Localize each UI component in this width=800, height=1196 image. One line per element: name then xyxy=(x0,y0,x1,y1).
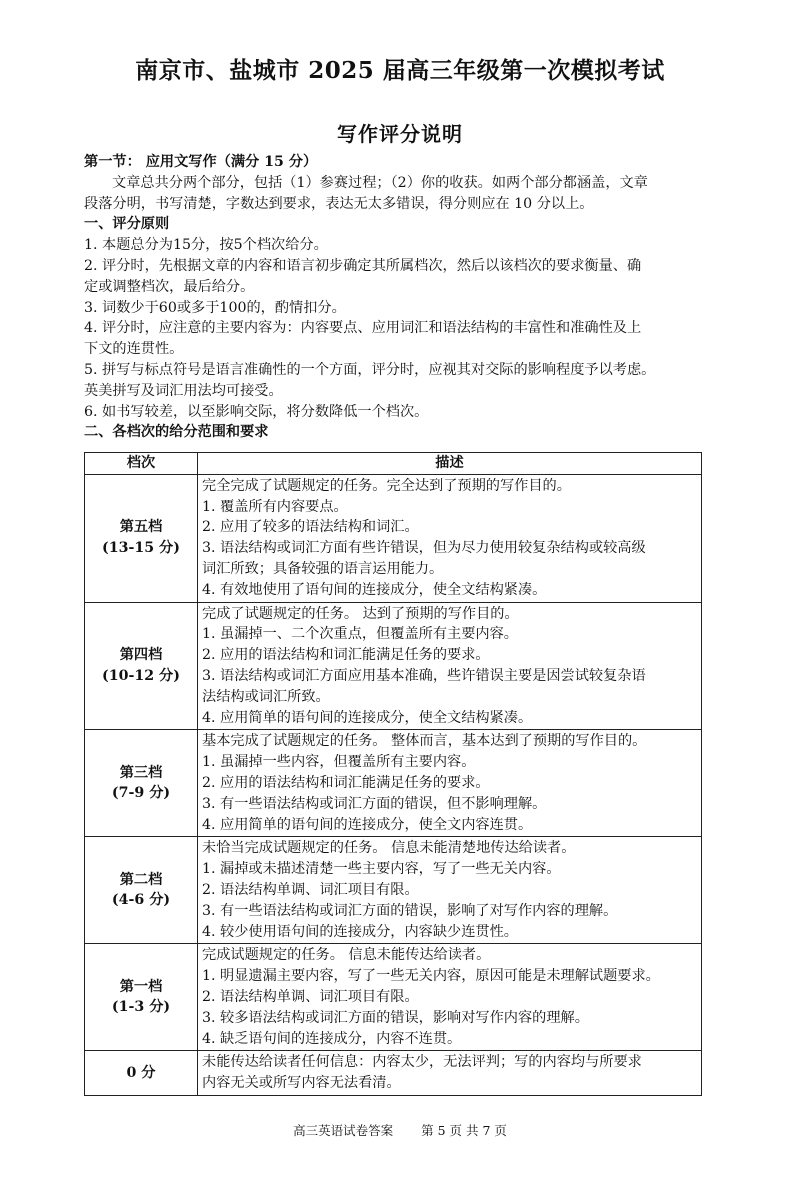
level-range: (1-3 分) xyxy=(111,999,171,1016)
description-line: 1. 漏掉或未描述清楚一些主要内容，写了一些无关内容。 xyxy=(202,861,561,878)
description-line: 完成了试题规定的任务。 达到了预期的写作目的。 xyxy=(202,605,519,622)
description-cell xyxy=(198,944,702,1051)
level-range: (13-15 分) xyxy=(102,540,180,557)
description-line: 1. 虽漏掉一、二个次重点，但覆盖所有主要内容。 xyxy=(202,626,518,643)
level-range: (4-6 分) xyxy=(111,892,171,909)
page-title: 南京市、盐城市 2025 届高三年级第一次模拟考试 xyxy=(135,57,665,84)
level-cell xyxy=(85,730,198,837)
description-line: 3. 有一些语法结构或词汇方面的错误，影响了对写作内容的理解。 xyxy=(202,902,618,919)
principles-heading: 一、评分原则 xyxy=(84,216,170,233)
description-line: 3. 语法结构或词汇方面应用基本准确，些许错误主要是因尝试较复杂语 xyxy=(202,667,646,684)
description-line: 法结构或词汇所致。 xyxy=(202,688,330,705)
table-row xyxy=(85,1051,702,1096)
footer-doc-name: 高三英语试卷答案 xyxy=(293,1123,394,1138)
description-line: 4. 应用简单的语句间的连接成分，使全文结构紧凑。 xyxy=(202,709,533,726)
table-row xyxy=(85,730,702,837)
description-cell xyxy=(198,1051,702,1096)
principle-line: 3. 词数少于60或多于100的，酌情扣分。 xyxy=(84,299,346,316)
description-line: 1. 虽漏掉一些内容，但覆盖所有主要内容。 xyxy=(202,754,476,771)
level-cell xyxy=(85,944,198,1051)
intro-text: 文章总共分两个部分，包括（1）参赛过程；（2）你的收获。如两个部分都涵盖，文章 xyxy=(112,174,648,191)
page-footer xyxy=(0,1121,800,1139)
footer-page-number: 第 5 页 共 7 页 xyxy=(421,1123,507,1138)
level-cell xyxy=(85,837,198,944)
description-line: 1. 明显遗漏主要内容，写了一些无关内容，原因可能是未理解试题要求。 xyxy=(202,968,660,985)
description-line: 4. 较少使用语句间的连接成分，内容缺少连贯性。 xyxy=(202,923,518,940)
ranges-heading: 二、各档次的给分范围和要求 xyxy=(84,424,269,441)
table-row xyxy=(85,837,702,944)
description-cell xyxy=(198,837,702,944)
level-cell xyxy=(85,474,198,602)
level-name: 第四档 xyxy=(119,647,163,664)
intro-text: 段落分明，书写清楚，字数达到要求，表达无太多错误，得分则应在 10 分以上。 xyxy=(84,195,594,212)
column-header-description: 描述 xyxy=(198,453,702,475)
description-line: 4. 应用简单的语句间的连接成分，使全文内容连贯。 xyxy=(202,816,533,833)
description-line: 词汇所致；具备较强的语言运用能力。 xyxy=(202,560,444,577)
description-line: 未能传达给读者任何信息：内容太少，无法评判；写的内容均与所要求 xyxy=(202,1054,642,1071)
description-line: 3. 有一些语法结构或词汇方面的错误，但不影响理解。 xyxy=(202,795,547,812)
description-line: 3. 较多语法结构或词汇方面的错误，影响对写作内容的理解。 xyxy=(202,1009,589,1026)
level-name: 第三档 xyxy=(119,764,163,781)
principle-line: 6. 如书写较差，以至影响交际，将分数降低一个档次。 xyxy=(84,403,429,420)
description-line: 2. 语法结构单调、词汇项目有限。 xyxy=(202,988,419,1005)
description-cell xyxy=(198,602,702,730)
level-name: 第二档 xyxy=(119,871,163,888)
level-range: (10-12 分) xyxy=(102,667,180,684)
table-header-row xyxy=(85,453,702,475)
description-line: 未恰当完成试题规定的任务。 信息未能清楚地传达给读者。 xyxy=(202,840,576,857)
table-row xyxy=(85,474,702,602)
description-line: 3. 语法结构或词汇方面有些许错误，但为尽力使用较复杂结构或较高级 xyxy=(202,540,646,557)
level-name: 0 分 xyxy=(126,1064,156,1081)
page-subtitle: 写作评分说明 xyxy=(337,122,463,146)
principle-line: 5. 拼写与标点符号是语言准确性的一个方面，评分时，应视其对交际的影响程度予以考虑。 xyxy=(84,361,656,378)
table-row xyxy=(85,944,702,1051)
section-body xyxy=(84,152,714,443)
level-name: 第五档 xyxy=(119,519,163,536)
description-line: 4. 缺乏语句间的连接成分，内容不连贯。 xyxy=(202,1030,462,1047)
description-line: 2. 应用了较多的语法结构和词汇。 xyxy=(202,519,419,536)
column-header-level: 档次 xyxy=(85,453,198,475)
principle-line: 4. 评分时，应注意的主要内容为：内容要点、应用词汇和语法结构的丰富性和准确性及上 xyxy=(84,320,642,337)
description-line: 基本完成了试题规定的任务。 整体而言，基本达到了预期的写作目的。 xyxy=(202,733,647,750)
description-line: 4. 有效地使用了语句间的连接成分，使全文结构紧凑。 xyxy=(202,581,547,598)
principle-line: 1. 本题总分为15分，按5个档次给分。 xyxy=(84,237,328,254)
grading-table xyxy=(84,452,702,1096)
description-line: 2. 应用的语法结构和词汇能满足任务的要求。 xyxy=(202,774,490,791)
level-range: (7-9 分) xyxy=(111,785,171,802)
description-line: 完全完成了试题规定的任务。完全达到了预期的写作目的。 xyxy=(202,477,571,494)
description-line: 1. 覆盖所有内容要点。 xyxy=(202,498,348,515)
level-name: 第一档 xyxy=(119,978,163,995)
table-row xyxy=(85,602,702,730)
principle-line: 2. 评分时，先根据文章的内容和语言初步确定其所属档次，然后以该档次的要求衡量、确 xyxy=(84,257,642,274)
principle-line: 定或调整档次，最后给分。 xyxy=(84,278,255,295)
section-heading: 第一节： 应用文写作（满分 15 分） xyxy=(84,154,318,170)
principle-line: 英美拼写及词汇用法均可接受。 xyxy=(84,382,283,399)
level-cell xyxy=(85,1051,198,1096)
description-line: 2. 应用的语法结构和词汇能满足任务的要求。 xyxy=(202,647,490,664)
principle-line: 下文的连贯性。 xyxy=(84,341,184,358)
description-line: 完成试题规定的任务。 信息未能传达给读者。 xyxy=(202,947,491,964)
description-cell xyxy=(198,474,702,602)
description-cell xyxy=(198,730,702,837)
level-cell xyxy=(85,602,198,730)
description-line: 内容无关或所写内容无法看清。 xyxy=(202,1075,401,1092)
description-line: 2. 语法结构单调、词汇项目有限。 xyxy=(202,881,419,898)
